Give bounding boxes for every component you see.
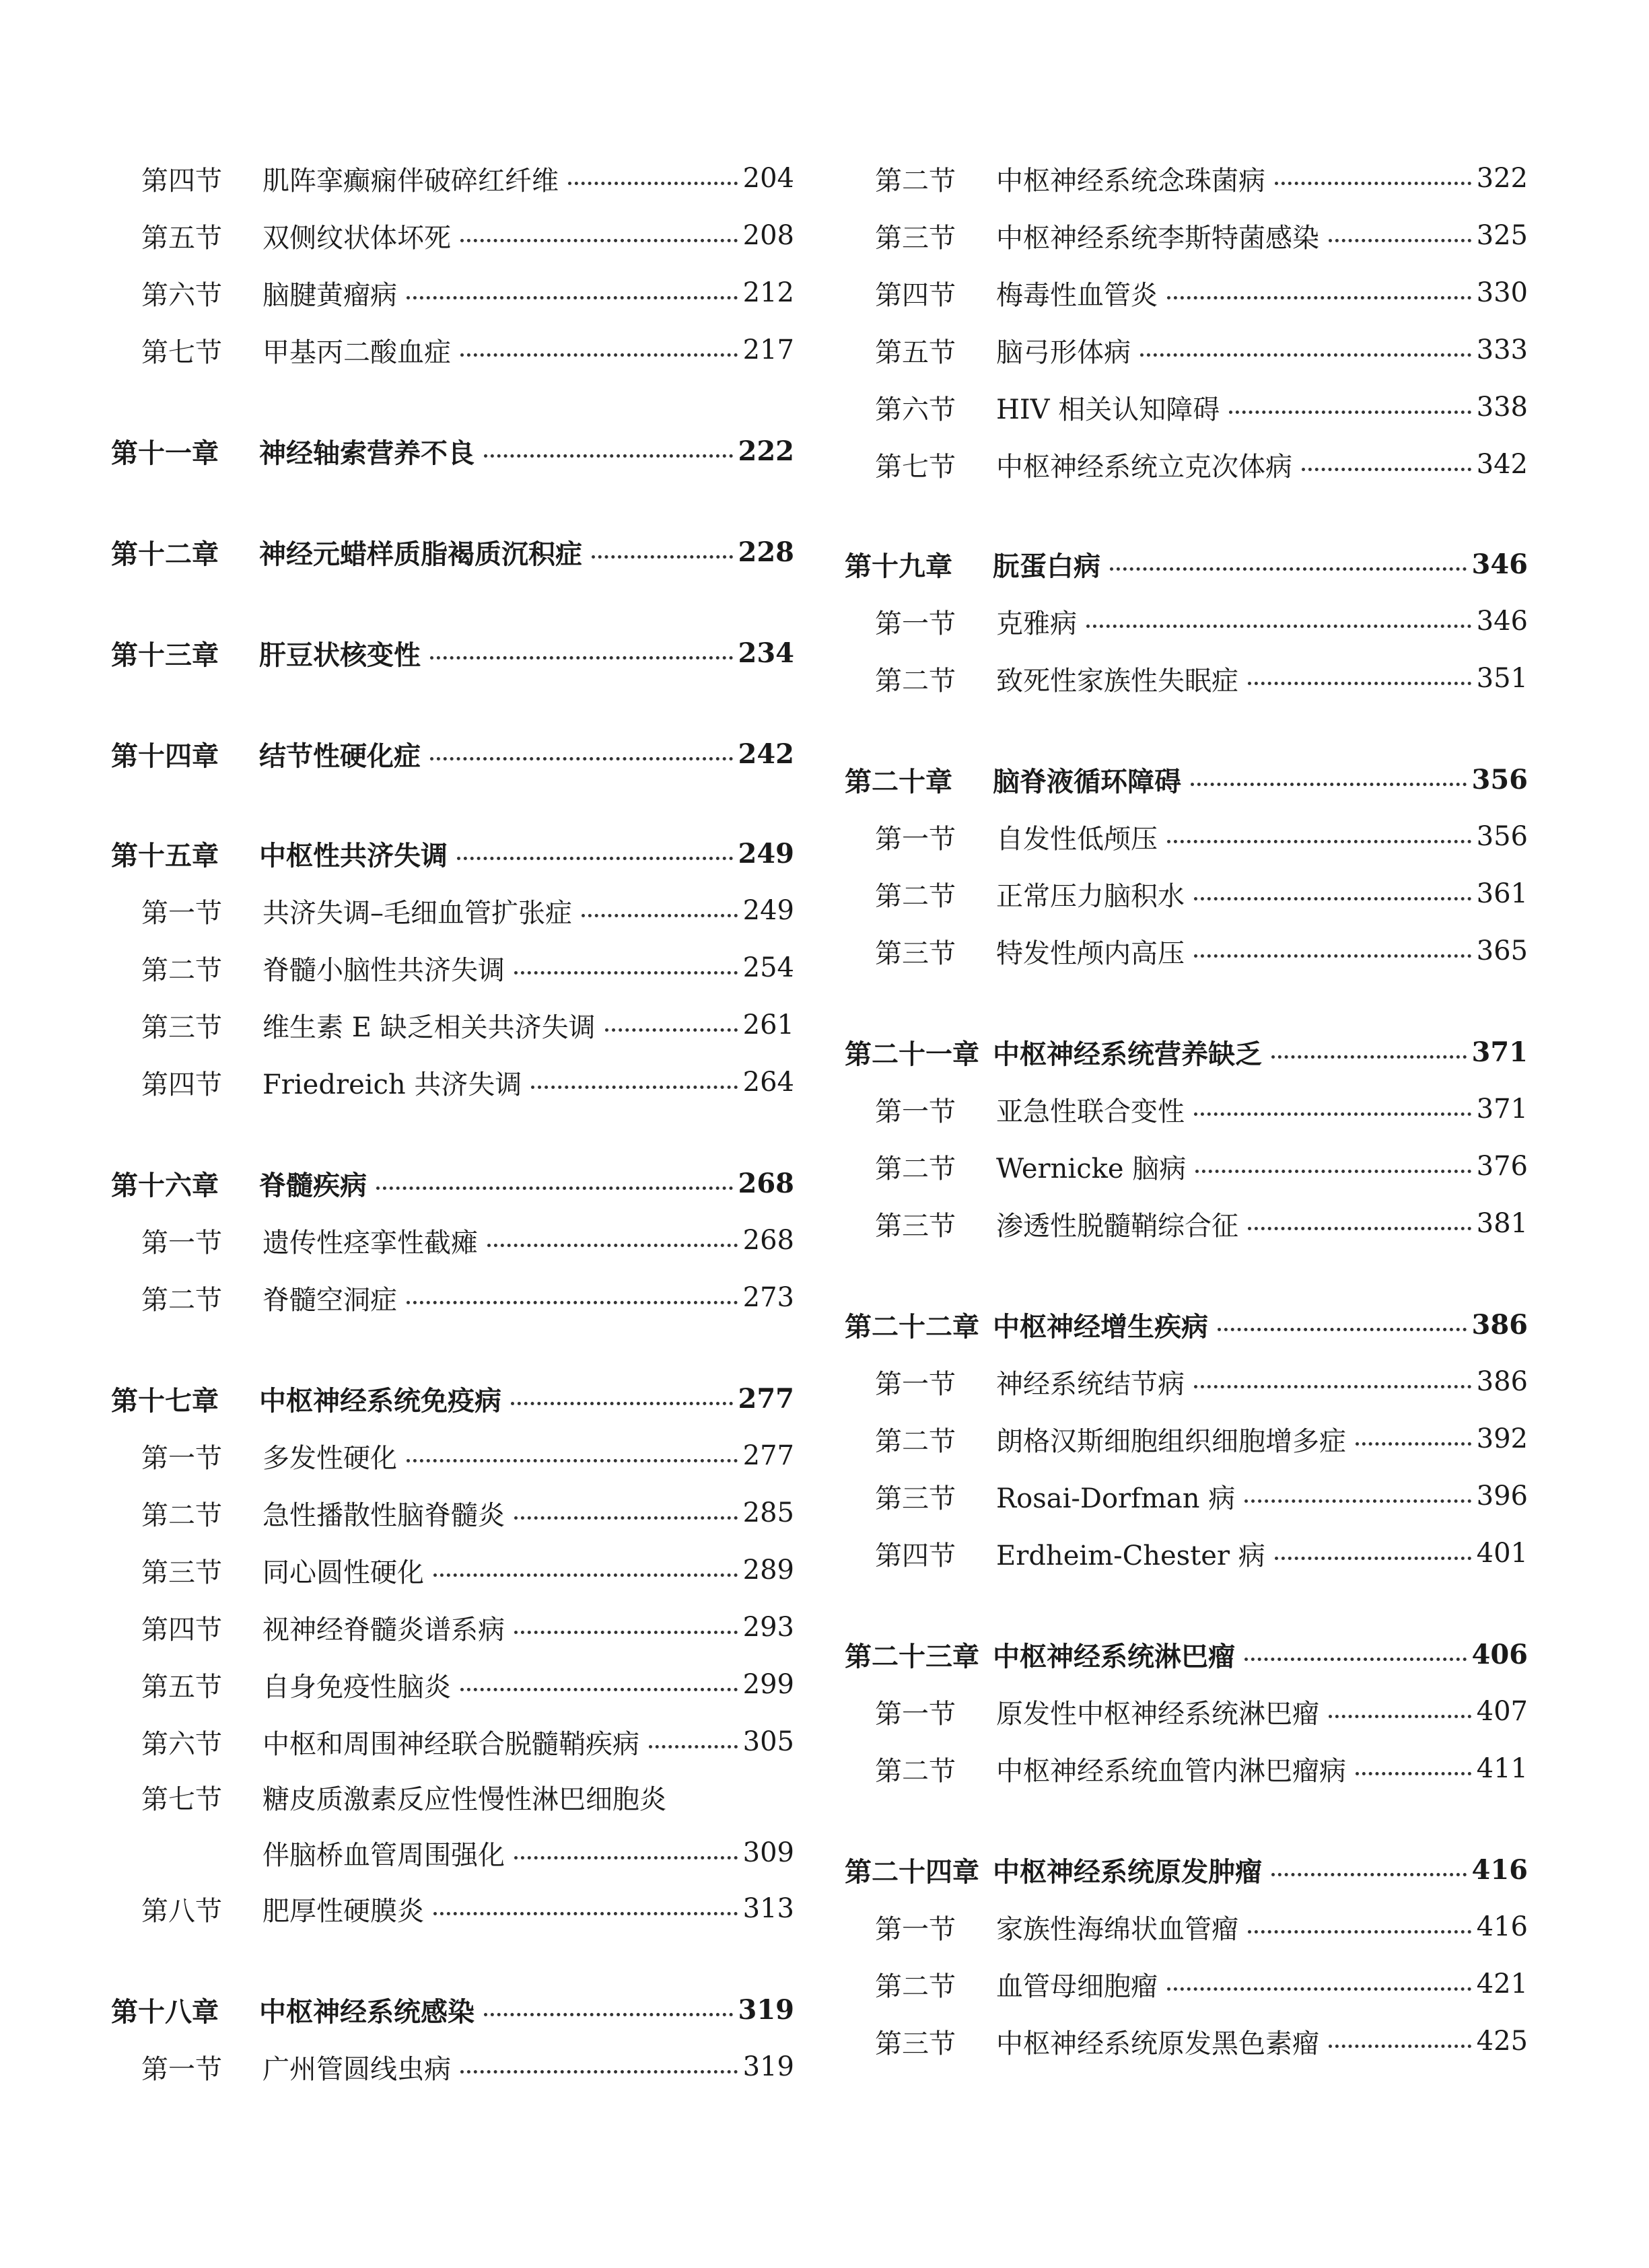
toc-chapter-entry[interactable] [845,1631,1528,1678]
leader-dots [649,1745,738,1748]
leader-dots [1329,239,1471,242]
page-number: 356 [1476,821,1528,852]
section-title: 肌阵挛癫痫伴破碎红纤维 [262,165,559,197]
leader-dots [1271,1873,1467,1876]
toc-chapter-entry[interactable] [845,1301,1528,1348]
page-number: 425 [1476,2026,1528,2057]
section-number: 第一节 [141,897,222,929]
page-number: 305 [742,1726,794,1757]
toc-section-entry[interactable] [111,212,794,259]
section-title: 家族性海绵状血管瘤 [996,1913,1238,1945]
leader-dots [1167,840,1471,843]
section-number: 第四节 [875,1540,956,1571]
page-number: 277 [738,1382,794,1415]
toc-section-entry[interactable] [111,1432,794,1479]
section-title: 脊髓空洞症 [262,1284,397,1316]
leader-dots [407,1301,738,1304]
page-number: 325 [1476,220,1528,251]
toc-chapter-entry[interactable] [111,629,794,676]
page-number: 208 [742,220,794,251]
page-number: 386 [1476,1366,1528,1397]
leader-dots [1194,954,1471,958]
toc-section-entry[interactable] [845,1960,1528,2008]
chapter-title: 结节性硬化症 [259,740,421,772]
section-number: 第六节 [875,394,956,425]
leader-dots [1167,1987,1471,1991]
toc-section-entry[interactable] [845,1530,1528,1577]
page-number: 212 [742,277,794,308]
leader-dots [460,2070,738,2074]
leader-dots [1218,1328,1467,1331]
section-title: 特发性颅内高压 [996,937,1185,969]
toc-section-entry[interactable] [111,1489,794,1536]
leader-dots [1275,1557,1471,1560]
chapter-number: 第十六章 [111,1170,219,1201]
toc-section-entry[interactable] [111,1274,794,1321]
page-number: 268 [742,1225,794,1256]
section-title: Erdheim-Chester 病 [996,1540,1265,1571]
page-number: 386 [1471,1308,1528,1341]
page-number: 407 [1476,1696,1528,1727]
section-number: 第一节 [141,2053,222,2085]
section-title: Rosai-Dorfman 病 [996,1483,1236,1514]
leader-dots [1194,1385,1471,1388]
section-title: 原发性中枢神经系统淋巴瘤 [996,1698,1319,1730]
page-number: 261 [742,1009,794,1040]
section-number: 第三节 [875,1483,956,1514]
toc-section-entry[interactable] [845,598,1528,645]
toc-section-entry[interactable] [845,269,1528,316]
leader-dots [1194,897,1471,900]
leader-dots [430,656,733,660]
page-number: 361 [1476,878,1528,909]
leader-dots [1194,1112,1471,1116]
section-number: 第二节 [875,880,956,912]
page-number: 330 [1476,277,1528,308]
chapter-title: 中枢神经系统淋巴瘤 [993,1641,1235,1672]
section-title: 自身免疫性脑炎 [262,1671,451,1703]
section-number: 第二节 [875,165,956,197]
section-number: 第一节 [875,1698,956,1730]
section-title: 克雅病 [996,608,1077,639]
section-title: 脑腱黄瘤病 [262,279,397,311]
page-number: 333 [1476,334,1528,365]
leader-dots [457,857,733,860]
page-number: 376 [1476,1151,1528,1182]
section-title: 糖皮质激素反应性慢性淋巴细胞炎 [262,1783,666,1815]
chapter-title: 神经轴索营养不良 [259,437,475,469]
leader-dots [460,239,738,242]
toc-section-entry-continuation[interactable] [111,1829,794,1876]
chapter-title: 脑脊液循环障碍 [993,766,1181,798]
leader-dots [487,1244,738,1247]
leader-dots [433,1912,738,1915]
page-number: 222 [738,435,794,467]
section-number: 第二节 [875,1755,956,1787]
chapter-number: 第二十一章 [845,1038,979,1070]
toc-chapter-entry[interactable] [845,1028,1528,1075]
toc-section-entry[interactable] [845,2018,1528,2065]
leader-dots [1248,1930,1471,1934]
toc-section-entry[interactable] [845,1086,1528,1133]
leader-dots [1229,411,1471,414]
section-title: 甲基丙二酸血症 [262,336,451,368]
section-number: 第三节 [141,1557,222,1588]
toc-section-entry[interactable] [845,1358,1528,1405]
page-number: 365 [1476,935,1528,966]
toc-section-entry[interactable] [111,944,794,991]
toc-section-entry[interactable] [845,212,1528,259]
page-number: 342 [1476,449,1528,480]
chapter-number: 第十九章 [845,551,952,582]
section-title: 同心圆性硬化 [262,1557,424,1588]
toc-chapter-entry[interactable] [845,756,1528,803]
page-number: 392 [1476,1423,1528,1454]
section-title: 自发性低颅压 [996,823,1158,855]
leader-dots [511,1402,733,1405]
leader-dots [1248,682,1471,685]
toc-chapter-entry[interactable] [111,427,794,474]
chapter-title: 中枢神经系统感染 [259,1996,475,2028]
section-title: 神经系统结节病 [996,1368,1185,1400]
page-number: 249 [738,837,794,870]
section-title: 多发性硬化 [262,1442,397,1474]
page-number: 356 [1471,763,1528,795]
section-number: 第二节 [141,1499,222,1531]
toc-section-entry[interactable] [111,1885,794,1932]
section-number: 第二节 [141,954,222,986]
leader-dots [1329,2045,1471,2048]
section-number: 第二节 [141,1284,222,1316]
section-number: 第一节 [875,1096,956,1127]
section-number: 第七节 [875,451,956,483]
leader-dots [1110,567,1467,571]
section-number: 第二节 [875,1971,956,2002]
section-number: 第二节 [875,665,956,697]
section-title: 中枢和周围神经联合脱髓鞘疾病 [262,1728,639,1760]
chapter-number: 第十七章 [111,1385,219,1417]
leader-dots [1086,625,1471,628]
section-title: 维生素 E 缺乏相关共济失调 [262,1012,596,1043]
leader-dots [484,2013,733,2016]
section-title: 亚急性联合变性 [996,1096,1185,1127]
toc-section-entry[interactable] [845,384,1528,431]
chapter-title: 肝豆状核变性 [259,639,421,671]
leader-dots [1195,1170,1471,1173]
section-number: 第二节 [875,1425,956,1457]
section-title: 肥厚性硬膜炎 [262,1895,424,1927]
section-title: 视神经脊髓炎谱系病 [262,1614,505,1645]
page-number: 416 [1476,1911,1528,1942]
toc-section-entry[interactable] [111,269,794,316]
page-number: 273 [742,1282,794,1313]
section-number: 第一节 [875,608,956,639]
section-title: 梅毒性血管炎 [996,279,1158,311]
leader-dots [1356,1772,1471,1775]
toc-section-entry[interactable] [111,2043,794,2090]
chapter-number: 第二十二章 [845,1311,979,1343]
page-number: 264 [742,1067,794,1098]
page-number: 204 [742,163,794,194]
section-number: 第八节 [141,1895,222,1927]
leader-dots [1191,783,1467,786]
section-title: 脑弓形体病 [996,336,1131,368]
leader-dots [407,296,738,299]
page-number: 322 [1476,163,1528,194]
leader-dots [460,1688,738,1691]
section-title: 致死性家族性失眠症 [996,665,1238,697]
toc-section-entry[interactable] [845,1473,1528,1520]
toc-section-entry[interactable] [845,927,1528,974]
page-number: 293 [742,1612,794,1643]
toc-section-entry[interactable] [111,1001,794,1049]
page-number: 381 [1476,1208,1528,1239]
section-number: 第四节 [141,1614,222,1645]
leader-dots [1329,1715,1471,1718]
toc-chapter-entry[interactable] [845,1846,1528,1893]
leader-dots [582,914,738,917]
leader-dots [1271,1055,1467,1059]
page-number: 346 [1476,606,1528,637]
toc-chapter-entry[interactable] [111,1160,794,1207]
section-title: 中枢神经系统原发黑色素瘤 [996,2028,1319,2059]
chapter-number: 第二十四章 [845,1856,979,1888]
leader-dots [376,1186,733,1190]
section-title: HIV 相关认知障碍 [996,394,1220,425]
toc-chapter-entry[interactable] [111,730,794,777]
toc-section-entry[interactable] [111,326,794,374]
section-title: 中枢神经系统血管内淋巴瘤病 [996,1755,1346,1787]
toc-chapter-entry[interactable] [111,1986,794,2033]
toc-section-entry[interactable] [111,1217,794,1264]
toc-section-entry[interactable] [845,813,1528,860]
section-title: 中枢神经系统立克次体病 [996,451,1292,483]
page-number: 351 [1476,663,1528,694]
chapter-title: 朊蛋白病 [993,551,1100,582]
toc-chapter-entry[interactable] [111,1375,794,1422]
leader-dots [1167,296,1471,299]
toc-section-entry[interactable] [111,155,794,202]
page-number: 346 [1471,548,1528,580]
section-number: 第六节 [141,1728,222,1760]
section-number: 第三节 [141,1012,222,1043]
chapter-title: 中枢神经系统原发肿瘤 [993,1856,1262,1888]
section-number: 第一节 [875,1913,956,1945]
section-number: 第一节 [141,1442,222,1474]
section-title: 中枢神经系统李斯特菌感染 [996,222,1319,254]
section-title: 血管母细胞瘤 [996,1971,1158,2002]
chapter-title: 中枢神经系统免疫病 [259,1385,501,1417]
chapter-number: 第十五章 [111,840,219,872]
toc-section-entry[interactable] [845,1143,1528,1190]
chapter-number: 第十三章 [111,639,219,671]
section-number: 第五节 [875,336,956,368]
leader-dots [592,555,733,559]
leader-dots [568,182,738,185]
leader-dots [514,1856,738,1859]
section-title-continuation: 伴脑桥血管周围强化 [262,1839,505,1871]
section-number: 第三节 [875,222,956,254]
section-title: 渗透性脱髓鞘综合征 [996,1210,1238,1242]
leader-dots [514,1516,738,1520]
section-number: 第一节 [141,1227,222,1259]
section-title: 共济失调–毛细血管扩张症 [262,897,572,929]
leader-dots [531,1086,737,1089]
toc-section-entry[interactable] [845,155,1528,202]
page-number: 396 [1476,1481,1528,1512]
toc-section-entry[interactable] [111,1604,794,1651]
chapter-number: 第二十三章 [845,1641,979,1672]
page-number: 309 [742,1837,794,1868]
page-number: 234 [738,637,794,669]
chapter-title: 脊髓疾病 [259,1170,367,1201]
toc-section-entry[interactable] [845,1903,1528,1950]
section-title: Wernicke 脑病 [996,1153,1187,1184]
page-number: 289 [742,1555,794,1586]
page-number: 313 [742,1893,794,1924]
section-number: 第三节 [875,2028,956,2059]
chapter-number: 第十二章 [111,538,219,570]
page-number: 406 [1471,1638,1528,1670]
section-title: Friedreich 共济失调 [262,1069,522,1100]
section-title: 脊髓小脑性共济失调 [262,954,505,986]
page-number: 249 [742,895,794,926]
leader-dots [1244,1658,1467,1661]
leader-dots [433,1573,738,1577]
toc-section-entry[interactable] [845,441,1528,488]
section-title: 朗格汉斯细胞组织细胞增多症 [996,1425,1346,1457]
section-number: 第三节 [875,937,956,969]
section-number: 第二节 [875,1153,956,1184]
section-number: 第五节 [141,222,222,254]
section-title: 遗传性痉挛性截瘫 [262,1227,478,1259]
page-number: 268 [738,1167,794,1199]
section-number: 第五节 [141,1671,222,1703]
toc-chapter-entry[interactable] [845,540,1528,588]
leader-dots [1275,182,1471,185]
page-number: 371 [1476,1094,1528,1125]
toc-chapter-entry[interactable] [111,528,794,575]
section-number: 第一节 [875,823,956,855]
chapter-title: 中枢神经增生疾病 [993,1311,1208,1343]
page-number: 299 [742,1669,794,1700]
toc-section-entry[interactable] [845,1200,1528,1247]
chapter-number: 第十四章 [111,740,219,772]
toc-section-entry[interactable] [845,1688,1528,1735]
section-number: 第三节 [875,1210,956,1242]
page-number: 228 [738,536,794,568]
chapter-number: 第十一章 [111,437,219,469]
page-number: 242 [738,738,794,770]
chapter-title: 中枢性共济失调 [259,840,448,872]
chapter-title: 神经元蜡样质脂褐质沉积症 [259,538,582,570]
toc-section-entry[interactable] [111,1718,794,1765]
section-title: 广州管圆线虫病 [262,2053,451,2085]
section-title: 中枢神经系统念珠菌病 [996,165,1265,197]
toc-section-entry[interactable] [111,887,794,934]
page-number: 416 [1471,1853,1528,1886]
section-number: 第七节 [141,1783,222,1815]
leader-dots [514,1631,738,1634]
section-title: 双侧纹状体坏死 [262,222,451,254]
toc-section-entry[interactable] [111,1059,794,1106]
page-number: 411 [1476,1753,1528,1784]
leader-dots [430,757,733,760]
leader-dots [1140,353,1471,357]
page-number: 217 [742,334,794,365]
section-title: 正常压力脑积水 [996,880,1185,912]
leader-dots [1356,1442,1471,1446]
page-number: 421 [1476,1969,1528,1999]
toc-section-entry[interactable] [845,326,1528,374]
toc-section-entry[interactable] [845,870,1528,917]
section-title: 急性播散性脑脊髓炎 [262,1499,505,1531]
chapter-title: 中枢神经系统营养缺乏 [993,1038,1262,1070]
toc-section-entry[interactable] [845,1415,1528,1462]
section-number: 第六节 [141,279,222,311]
section-number: 第四节 [875,279,956,311]
page-number: 338 [1476,392,1528,423]
page-number: 285 [742,1497,794,1528]
page-number: 319 [742,2051,794,2082]
section-number: 第四节 [141,1069,222,1100]
chapter-number: 第十八章 [111,1996,219,2028]
toc-chapter-entry[interactable] [111,830,794,877]
section-number: 第一节 [875,1368,956,1400]
leader-dots [484,454,733,458]
toc-section-entry[interactable] [845,1745,1528,1792]
toc-section-entry[interactable] [111,1547,794,1594]
toc-section-entry[interactable] [111,1661,794,1708]
page-number: 254 [742,952,794,983]
section-number: 第四节 [141,165,222,197]
leader-dots [460,353,738,357]
leader-dots [514,971,738,974]
toc-section-entry[interactable] [845,655,1528,702]
page-number: 277 [742,1440,794,1471]
leader-dots [1302,468,1471,471]
leader-dots [407,1459,738,1462]
section-number: 第七节 [141,336,222,368]
page-number: 319 [738,1993,794,2026]
page-number: 401 [1476,1538,1528,1569]
toc-section-entry[interactable] [111,1773,794,1820]
page-number: 371 [1471,1036,1528,1068]
leader-dots [1244,1499,1471,1503]
leader-dots [605,1028,738,1032]
leader-dots [1248,1227,1471,1230]
chapter-number: 第二十章 [845,766,952,798]
